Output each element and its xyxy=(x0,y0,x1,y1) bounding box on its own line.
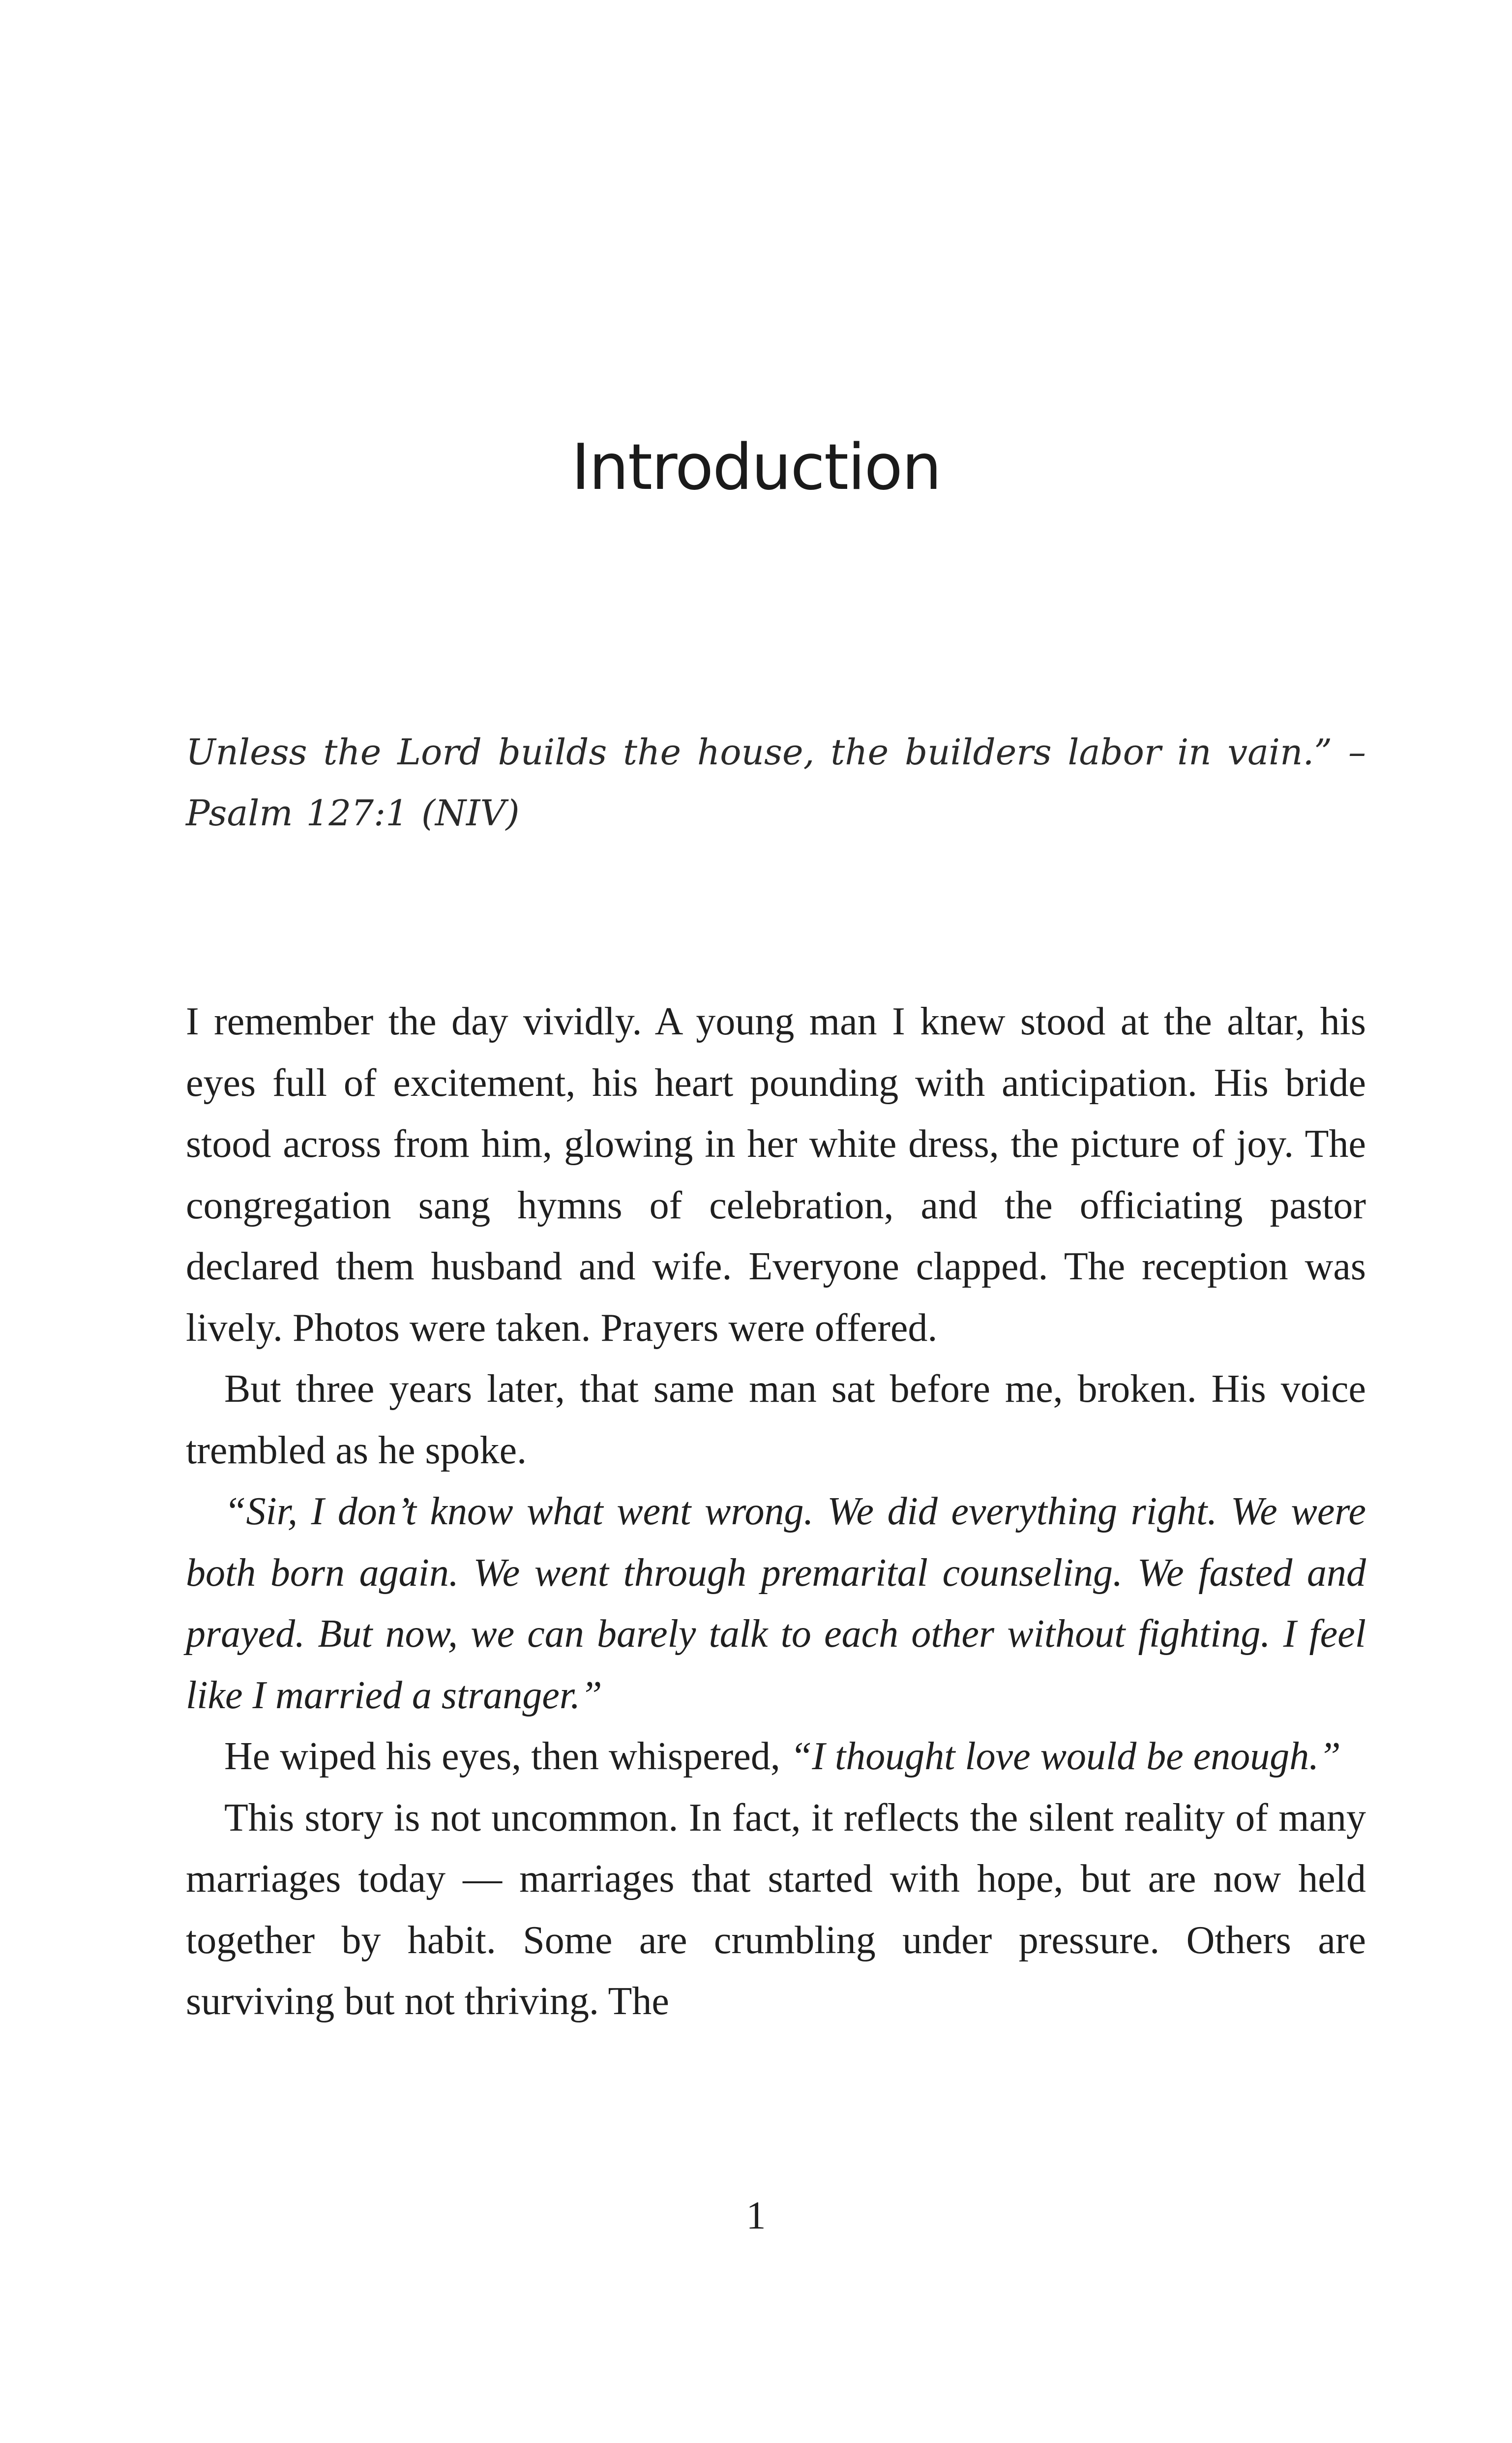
paragraph-three-years-later: But three years later, that same man sat before me, broken. His voice trembled as he spoke. xyxy=(186,1367,1366,1472)
epigraph-quote: Unless the Lord builds the house, the builders labor in vain.” – Psalm 127:1 (NIV) xyxy=(186,731,1366,834)
paragraph-quoted-confession: “Sir, I don’t know what went wrong. We did everything right. We were both born again. We went through premarital counseling. We fasted and prayed. But now, we can barely talk to each other without fighting. I feel like I married a stranger.” xyxy=(186,1490,1366,1717)
paragraph-wedding-memory: I remember the day vividly. A young man I knew stood at the altar, his eyes full of excitement, his heart pounding with anticipation. His bride stood across from him, glowing in her white dress, the picture of joy. The congregation sang hymns of celebration, and the officiating pastor declared them husband and wife. Everyone clapped. The reception was lively. Photos were taken. Prayers were offered. xyxy=(186,1000,1366,1350)
paragraph-whispered-line xyxy=(186,1726,1366,1787)
page-number: 1 xyxy=(746,2194,766,2237)
body-text xyxy=(186,991,1366,2032)
whisper-lead-in: He wiped his eyes, then whispered, xyxy=(224,1735,790,1778)
paragraph-not-uncommon: This story is not uncommon. In fact, it reflects the silent reality of many marriages today — marriages that started with hope, but are now held together by habit. Some are crumbling under pressure. Others are surviving but not thriving. The xyxy=(186,1796,1366,2023)
whisper-quote: “I thought love would be enough.” xyxy=(790,1735,1341,1778)
chapter-title: Introduction xyxy=(571,430,941,504)
